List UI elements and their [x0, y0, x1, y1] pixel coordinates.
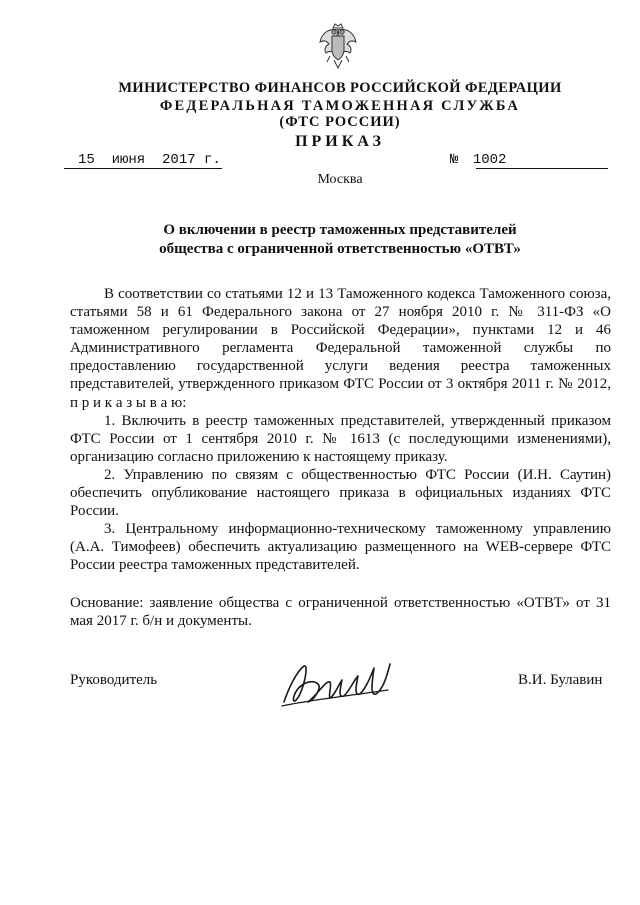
- preamble-text: В соответствии со статьями 12 и 13 Таможенного кодекса Таможенного союза, статьями 58 и 61 Федерального закона от 27 ноября 2010 г. № 311-ФЗ «О таможенном регулировании в Российской Федерации», пунктами 12 и 46 Административного регламента Федеральной таможенной службы по предоставлению государственной услуги ведения реестра таможенных представителей, утвержденного приказом ФТС России от 3 октября 2011 г. № 2012,: [70, 286, 611, 393]
- order-word: п р и к а з ы в а ю:: [70, 394, 187, 411]
- subject-line-1: О включении в реестр таможенных представителей: [163, 222, 517, 238]
- subject-line-2: общества с ограниченной ответственностью «ОТВТ»: [159, 241, 521, 257]
- city: Москва: [317, 172, 363, 187]
- coat-of-arms-emblem-icon: [318, 22, 358, 70]
- order-date: 15 июня 2017 г.: [78, 152, 221, 168]
- order-body: [70, 285, 611, 630]
- order-item-2: 2. Управлению по связям с общественностью ФТС России (И.Н. Саутин) обеспечить опубликование настоящего приказа в официальных изданиях ФТС России.: [70, 466, 611, 520]
- order-subject: [0, 221, 640, 259]
- number-value: 1002: [472, 152, 507, 168]
- order-number: [450, 152, 506, 168]
- signatory-title: Руководитель: [70, 672, 158, 688]
- date-underline: [64, 168, 222, 169]
- handwritten-signature: [278, 650, 394, 718]
- ministry-name: МИНИСТЕРСТВО ФИНАНСОВ РОССИЙСКОЙ ФЕДЕРАЦИИ: [118, 80, 562, 96]
- service-short-name: (ФТС РОССИИ): [279, 114, 401, 130]
- order-item-1: 1. Включить в реестр таможенных представителей, утвержденный приказом ФТС России от 1 сентября 2010 г. № 1613 (с последующими изменениями), организацию согласно приложению к настоящему приказу.: [70, 412, 611, 465]
- basis-paragraph: Основание: заявление общества с ограниченной ответственностью «ОТВТ» от 31 мая 2017 г. б/н и документы.: [70, 594, 611, 629]
- preamble-paragraph: [70, 285, 611, 412]
- number-underline: [476, 168, 608, 169]
- order-item-3: 3. Центральному информационно-техническому таможенному управлению (А.А. Тимофеев) обеспечить актуализацию размещенного на WEB-сервере ФТС России реестра таможенных представителей.: [70, 521, 611, 574]
- number-label: №: [450, 152, 459, 168]
- document-type-title: ПРИКАЗ: [295, 133, 385, 150]
- service-name: ФЕДЕРАЛЬНАЯ ТАМОЖЕННАЯ СЛУЖБА: [159, 98, 521, 114]
- signatory-name: В.И. Булавин: [518, 672, 603, 688]
